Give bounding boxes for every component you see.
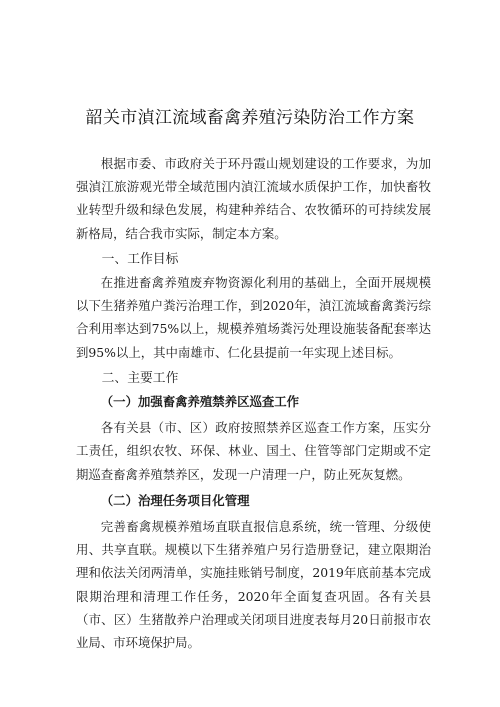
document-body <box>76 152 431 654</box>
subsection-heading-project-management: （二）治理任务项目化管理 <box>100 492 250 508</box>
goals-paragraph: 在推进畜禽养殖废弃物资源化利用的基础上，全面开展规模以下生猪养殖户粪污治理工作，到2020年，湞江流域畜禽粪污综合利用率达到75%以上，规模养殖场粪污处理设施装备配套率达到95%以上，其中南雄市、仁化县提前一年实现上述目标。 <box>76 275 431 360</box>
document-title: 韶关市湞江流域畜禽养殖污染防治工作方案 <box>85 108 415 128</box>
section-heading-main-work: 二、主要工作 <box>101 370 179 386</box>
subsection-heading-patrol: （一）加强畜禽养殖禁养区巡查工作 <box>100 394 300 410</box>
section-heading-goals: 一、工作目标 <box>101 251 179 267</box>
project-management-paragraph: 完善畜禽规模养殖场直联直报信息系统，统一管理、分级使用、共享直联。规模以下生猪养殖户另行造册登记，建立限期治理和依法关闭两清单，实施挂账销号制度，2019年底前基本完成限期治理和清理工作任务，2020年全面复查巩固。各有关县（市、区）生猪散养户治理或关闭项目进度表每月20日前报市农业局、市环境保护局。 <box>76 519 431 651</box>
intro-paragraph: 根据市委、市政府关于环丹霞山规划建设的工作要求，为加强湞江旅游观光带全域范围内湞江流域水质保护工作，加快畜牧业转型升级和绿色发展，构建种养结合、农牧循环的可持续发展新格局，结合我市实际，制定本方案。 <box>76 156 431 241</box>
patrol-paragraph: 各有关县（市、区）政府按照禁养区巡查工作方案，压实分工责任，组织农牧、环保、林业、国土、住管等部门定期或不定期巡查畜禽养殖禁养区，发现一户清理一户，防止死灰复燃。 <box>76 420 431 482</box>
